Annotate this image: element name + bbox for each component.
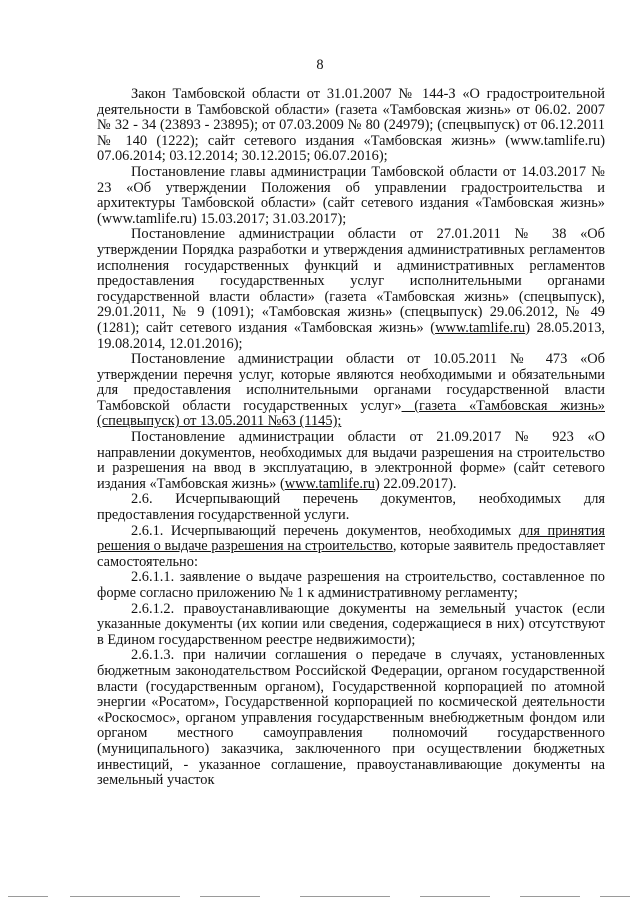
paragraph-text: Постановление главы администрации Тамбовской области от 14.03.2017 № 23 «Об утверждении Положения об управлении градостроительства и архитектуры Тамбовской области» (сайт сетевого издания «Тамбовская жизнь» (www.tamlife.ru) 15.03.2017; 31.03.2017); — [97, 163, 605, 227]
paragraph-text: Постановление администрации области от 27.01.2011 № 38 «Об утверждении Порядка разработки и утверждения административных регламентов исполнения государственных функций и административных регламентов предоставления государственных услуг исполнительными органами государственной власти области» (газета «Тамбовская жизнь» (спецвыпуск), 29.01.2011, № 9 (1091); «Тамбовская жизнь» (спецвыпуск) 29.06.2012, № 49 (1281); сайт сетевого издания «Тамбовская жизнь» ( — [97, 226, 605, 336]
tamlife-link[interactable]: www.tamlife.ru — [284, 475, 375, 492]
scan-edge-artifacts — [0, 896, 640, 900]
document-body — [97, 87, 605, 789]
paragraph-text: ) 22.09.2017). — [374, 475, 457, 492]
paragraph-text: Закон Тамбовской области от 31.01.2007 № 144-З «О градостроительной деятельности в Тамбовской области» (газета «Тамбовская жизнь» от 06.02. 2007 № 32 - 34 (23893 - 23895); от 07.03.2009 № 80 (24979); (спецвыпуск) от 06.12.2011 № 140 (1222); сайт сетевого издания «Тамбовская жизнь» (www.tamlife.ru) 07.06.2014; 03.12.2014; 30.12.2015; 06.07.2016); — [97, 86, 605, 165]
scan-artifact — [600, 896, 630, 897]
paragraph-text: 2.6.1.2. правоустанавливающие документы на земельный участок (если указанные документы (их копии или сведения, содержащиеся в них) отсутствуют в Едином государственном реестре недвижимости); — [97, 600, 605, 648]
scan-artifact — [300, 896, 390, 897]
paragraph-section-2-6 — [97, 492, 605, 523]
page-number: 8 — [316, 57, 324, 73]
paragraph-resolution-38 — [97, 227, 605, 352]
underlined-citation: (газета «Тамбовская жизнь» (спецвыпуск) от 13.05.2011 №63 (1145); — [97, 397, 605, 430]
scan-artifact — [520, 896, 580, 897]
paragraph-text: ) 28.05.2013, 19.08.2014, 12.01.2016); — [97, 319, 605, 352]
underlined-phrase: для принятия решения о выдаче разрешения на строительство — [97, 522, 605, 555]
paragraph-section-2-6-1-3 — [97, 648, 605, 788]
paragraph-text: 2.6.1.1. заявление о выдаче разрешения на строительство, составленное по форме согласно приложению № 1 к административному регламенту; — [97, 569, 605, 601]
scan-artifact — [8, 896, 48, 897]
paragraph-resolution-923 — [97, 430, 605, 492]
paragraph-resolution-23 — [97, 165, 605, 227]
scan-artifact — [200, 896, 260, 897]
paragraph-text: , которые заявитель предоставляет самостоятельно: — [97, 538, 605, 570]
paragraph-section-2-6-1-1 — [97, 570, 605, 601]
paragraph-text: Постановление администрации области от 21.09.2017 № 923 «О направлении документов, необходимых для выдачи разрешения на строительство и разрешения на ввод в эксплуатацию, в электронной форме» (сайт сетевого издания «Тамбовская жизнь» ( — [97, 429, 605, 492]
paragraph-section-2-6-1 — [97, 524, 605, 571]
tamlife-link[interactable]: www.tamlife.ru — [435, 319, 526, 336]
paragraph-text: 2.6.1. Исчерпывающий перечень документов, необходимых — [131, 522, 519, 539]
paragraph-text: Постановление администрации области от 10.05.2011 № 473 «Об утверждении перечня услуг, которые являются необходимыми и обязательными для предоставления исполнительными органами государственной власти Тамбовской области государственных услуг» — [97, 351, 605, 414]
scan-artifact — [70, 896, 180, 897]
paragraph-section-2-6-1-2 — [97, 602, 605, 649]
paragraph-resolution-473 — [97, 352, 605, 430]
paragraph-law-144 — [97, 87, 605, 165]
paragraph-text: 2.6.1.3. при наличии соглашения о передаче в случаях, установленных бюджетным законодательством Российской Федерации, органом государственной власти (государственным органом), Государственной корпорацией по атомной энергии «Росатом», Государственной корпорацией по космической деятельности «Роскосмос», органом управления государственным внебюджетным фондом или органом местного самоуправления полномочий государственного (муниципального) заказчика, заключенного при осуществлении бюджетных инвестиций, - указанное соглашение, правоустанавливающие документы на земельный участок — [97, 647, 605, 789]
scan-artifact — [420, 896, 490, 897]
paragraph-text: 2.6. Исчерпывающий перечень документов, необходимых для предоставления государственной услуги. — [97, 491, 605, 524]
